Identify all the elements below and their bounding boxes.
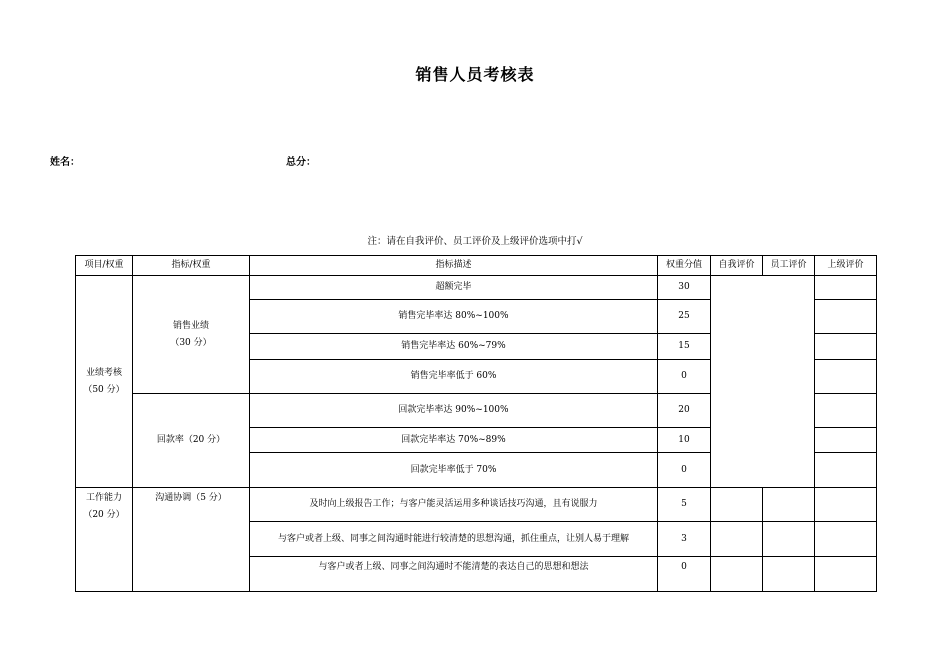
item-weight: （20 分） — [83, 510, 125, 520]
supervisor-evaluation-cell[interactable] — [815, 557, 877, 592]
description-cell: 与客户或者上级、同事之间沟通时能进行较清楚的思想沟通，抓住重点，让别人易于理解 — [250, 522, 658, 557]
employee-evaluation-cell[interactable] — [763, 522, 815, 557]
header-item-weight: 项目/权重 — [76, 256, 133, 276]
header-self-evaluation: 自我评价 — [711, 256, 763, 276]
instruction-note: 注：请在自我评价、员工评价及上级评价选项中打√ — [367, 236, 583, 247]
evaluation-table — [75, 255, 877, 592]
score-cell: 0 — [658, 453, 711, 488]
score-cell: 25 — [658, 300, 711, 334]
description-cell: 与客户或者上级、同事之间沟通时不能清楚的表达自己的思想和想法 — [250, 557, 658, 592]
supervisor-evaluation-cell[interactable] — [815, 428, 877, 453]
supervisor-evaluation-cell[interactable] — [815, 522, 877, 557]
item-label: 业绩考核 — [85, 367, 122, 378]
supervisor-evaluation-cell[interactable] — [815, 488, 877, 522]
score-cell: 15 — [658, 334, 711, 360]
total-score-label: 总分： — [286, 157, 316, 168]
self-evaluation-cell[interactable] — [711, 488, 763, 522]
score-cell: 0 — [658, 360, 711, 394]
header-weight-score: 权重分值 — [658, 256, 711, 276]
header-supervisor-evaluation: 上级评价 — [815, 256, 877, 276]
item-cell — [76, 276, 133, 488]
description-cell: 销售完毕率达 60%~79% — [250, 334, 658, 360]
name-label: 姓名： — [50, 157, 80, 168]
description-cell: 回款完毕率达 70%~89% — [250, 428, 658, 453]
indicator-cell — [133, 394, 250, 488]
employee-evaluation-cell[interactable] — [763, 557, 815, 592]
score-cell: 30 — [658, 276, 711, 300]
self-evaluation-cell[interactable] — [711, 557, 763, 592]
supervisor-evaluation-cell[interactable] — [815, 300, 877, 334]
indicator-weight: （30 分） — [170, 337, 212, 348]
score-cell: 20 — [658, 394, 711, 428]
supervisor-evaluation-cell[interactable] — [815, 276, 877, 300]
indicator-cell — [133, 276, 250, 394]
score-cell: 0 — [658, 557, 711, 592]
item-cell — [76, 488, 133, 592]
indicator-label: 沟通协调（5 分） — [155, 493, 227, 503]
header-indicator-description: 指标描述 — [250, 256, 658, 276]
header-employee-evaluation: 员工评价 — [763, 256, 815, 276]
table-row — [76, 276, 877, 300]
supervisor-evaluation-cell[interactable] — [815, 360, 877, 394]
employee-evaluation-cell[interactable] — [763, 488, 815, 522]
indicator-label: 销售业绩 — [172, 320, 209, 331]
score-cell: 10 — [658, 428, 711, 453]
item-label: 工作能力 — [85, 493, 122, 503]
description-cell: 及时向上级报告工作；与客户能灵活运用多种谈话技巧沟通，且有说服力 — [250, 488, 658, 522]
indicator-cell — [133, 488, 250, 592]
description-cell: 超额完毕 — [250, 276, 658, 300]
description-cell: 回款完毕率低于 70% — [250, 453, 658, 488]
score-cell: 3 — [658, 522, 711, 557]
item-weight: （50 分） — [83, 384, 125, 395]
table-row — [76, 488, 877, 522]
supervisor-evaluation-cell[interactable] — [815, 334, 877, 360]
indicator-label: 回款率（20 分） — [156, 435, 226, 445]
self-employee-evaluation-cell[interactable] — [711, 276, 815, 488]
score-cell: 5 — [658, 488, 711, 522]
supervisor-evaluation-cell[interactable] — [815, 453, 877, 488]
description-cell: 回款完毕率达 90%~100% — [250, 394, 658, 428]
self-evaluation-cell[interactable] — [711, 522, 763, 557]
supervisor-evaluation-cell[interactable] — [815, 394, 877, 428]
header-indicator-weight: 指标/权重 — [133, 256, 250, 276]
description-cell: 销售完毕率低于 60% — [250, 360, 658, 394]
page-title: 销售人员考核表 — [415, 65, 535, 84]
table-header-row — [76, 256, 877, 276]
description-cell: 销售完毕率达 80%~100% — [250, 300, 658, 334]
